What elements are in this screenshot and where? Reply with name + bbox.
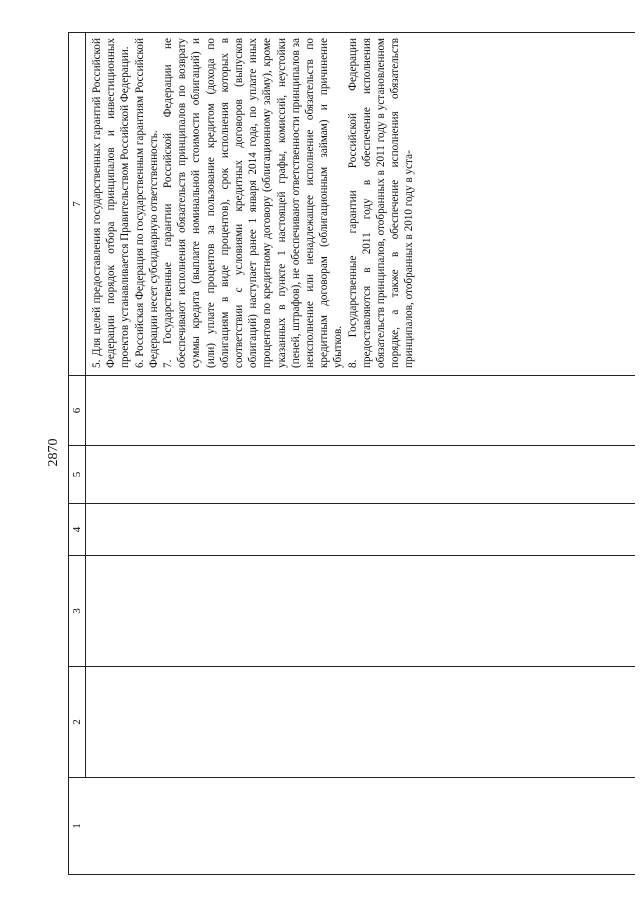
- column-6: [69, 376, 635, 446]
- column-4: [69, 504, 635, 556]
- column-header-2: 2: [69, 667, 86, 777]
- column-3: [69, 556, 635, 667]
- page-number: 2870: [46, 438, 61, 467]
- paragraph-5: 5. Для целей предоставления государственных гарантий Российской Федерации порядок отбора принципалов и инвестиционных проектов устанавливается Правительством Российской Федерации.: [91, 38, 132, 368]
- column-header-3: 3: [69, 556, 86, 666]
- column-2: [69, 667, 635, 778]
- paragraph-7: 7. Государственные гарантии Российской Федерации не обеспечивают исполнения обязательств принципалов по возврату суммы кредита (выплате номинальной стоимости облигаций) и (или) уплате процентов за пользование кредитом (дохода по облигациям в виде процентов), срок исполнения которых в соответствии с условиями кредитных договоров (выпусков облигаций) наступает ранее 1 января 2014 года, по уплате иных процентов по кредитному договору (облигационному займу), кроме указанных в пункте 1 настоящей графы, комиссий, неустойки (пеней, штрафов), не обеспечивают ответственности принципалов за неисполнение или ненадлежащее исполнение обязательств по кредитным договорам (облигационным займам) и причинение убытков.: [162, 38, 345, 368]
- column-5: [69, 446, 635, 504]
- ledger-table: [68, 32, 635, 875]
- column-1: [69, 778, 635, 875]
- column-header-5: 5: [69, 446, 86, 503]
- column-header-4: 4: [69, 504, 86, 555]
- paragraph-8: 8. Государственные гарантии Российской Федерации предоставляются в 2011 году в обеспечение исполнения обязательств принципалов, отобранных в 2011 году в установленном порядке, а также в обеспечение исполнения обязательств принципалов, отобранных в 2010 году в уста-: [346, 38, 416, 368]
- paragraph-6: 6. Российская Федерация по государственным гарантиям Российской Федерации несет субсидиарную ответственность.: [133, 38, 160, 368]
- column-header-7: 7: [69, 33, 86, 375]
- column-header-1: 1: [71, 823, 83, 829]
- column-7-text: [86, 33, 417, 375]
- column-7: [69, 32, 635, 376]
- column-header-6: 6: [69, 376, 86, 445]
